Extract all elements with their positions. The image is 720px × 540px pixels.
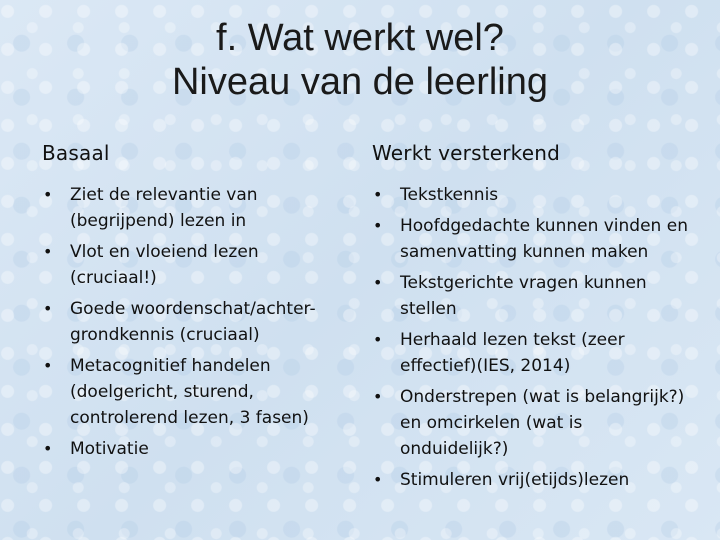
list-item [372, 384, 692, 462]
list-item-text: Tekstkennis [400, 185, 499, 205]
list-item [42, 353, 342, 431]
bullet-icon: • [43, 242, 53, 261]
bullet-icon: • [373, 216, 383, 235]
left-column-heading: Basaal [42, 141, 110, 165]
list-item-text: Motivatie [70, 439, 149, 459]
list-item-text: Metacognitief handelen (doelgericht, sturend, controlerend lezen, 3 fasen) [70, 356, 309, 428]
title-line-1: f. Wat werkt wel? [216, 17, 504, 59]
slide-title [0, 16, 720, 104]
right-column [372, 140, 692, 498]
list-item [372, 327, 692, 379]
list-item-text: Ziet de relevantie van (begrijpend) lezen in [70, 185, 258, 231]
list-item-text: Onderstrepen (wat is belangrijk?) en omcirkelen (wat is onduidelijk?) [400, 387, 685, 459]
bullet-icon: • [373, 387, 383, 406]
left-column [42, 140, 342, 467]
bullet-icon: • [43, 356, 53, 375]
list-item [42, 296, 342, 348]
bullet-icon: • [373, 470, 383, 489]
bullet-icon: • [373, 273, 383, 292]
list-item-text: Vlot en vloeiend lezen (cruciaal!) [70, 242, 259, 288]
list-item-text: Herhaald lezen tekst (zeer effectief)(IES, 2014) [400, 330, 625, 376]
bullet-icon: • [43, 439, 53, 458]
right-column-heading: Werkt versterkend [372, 141, 561, 165]
bullet-icon: • [43, 299, 53, 318]
list-item [372, 270, 692, 322]
right-bullet-list [372, 182, 692, 493]
bullet-icon: • [373, 185, 383, 204]
list-item [372, 467, 692, 493]
list-item [42, 239, 342, 291]
bullet-icon: • [373, 330, 383, 349]
list-item [372, 213, 692, 265]
list-item [42, 436, 342, 462]
list-item [372, 182, 692, 208]
list-item [42, 182, 342, 234]
bullet-icon: • [43, 185, 53, 204]
list-item-text: Stimuleren vrij(etijds)lezen [400, 470, 630, 490]
title-line-2: Niveau van de leerling [171, 61, 548, 103]
left-bullet-list [42, 182, 342, 462]
list-item-text: Hoofdgedachte kunnen vinden en samenvatting kunnen maken [400, 216, 688, 262]
list-item-text: Goede woordenschat/achter-grondkennis (cruciaal) [70, 299, 316, 345]
list-item-text: Tekstgerichte vragen kunnen stellen [400, 273, 647, 319]
